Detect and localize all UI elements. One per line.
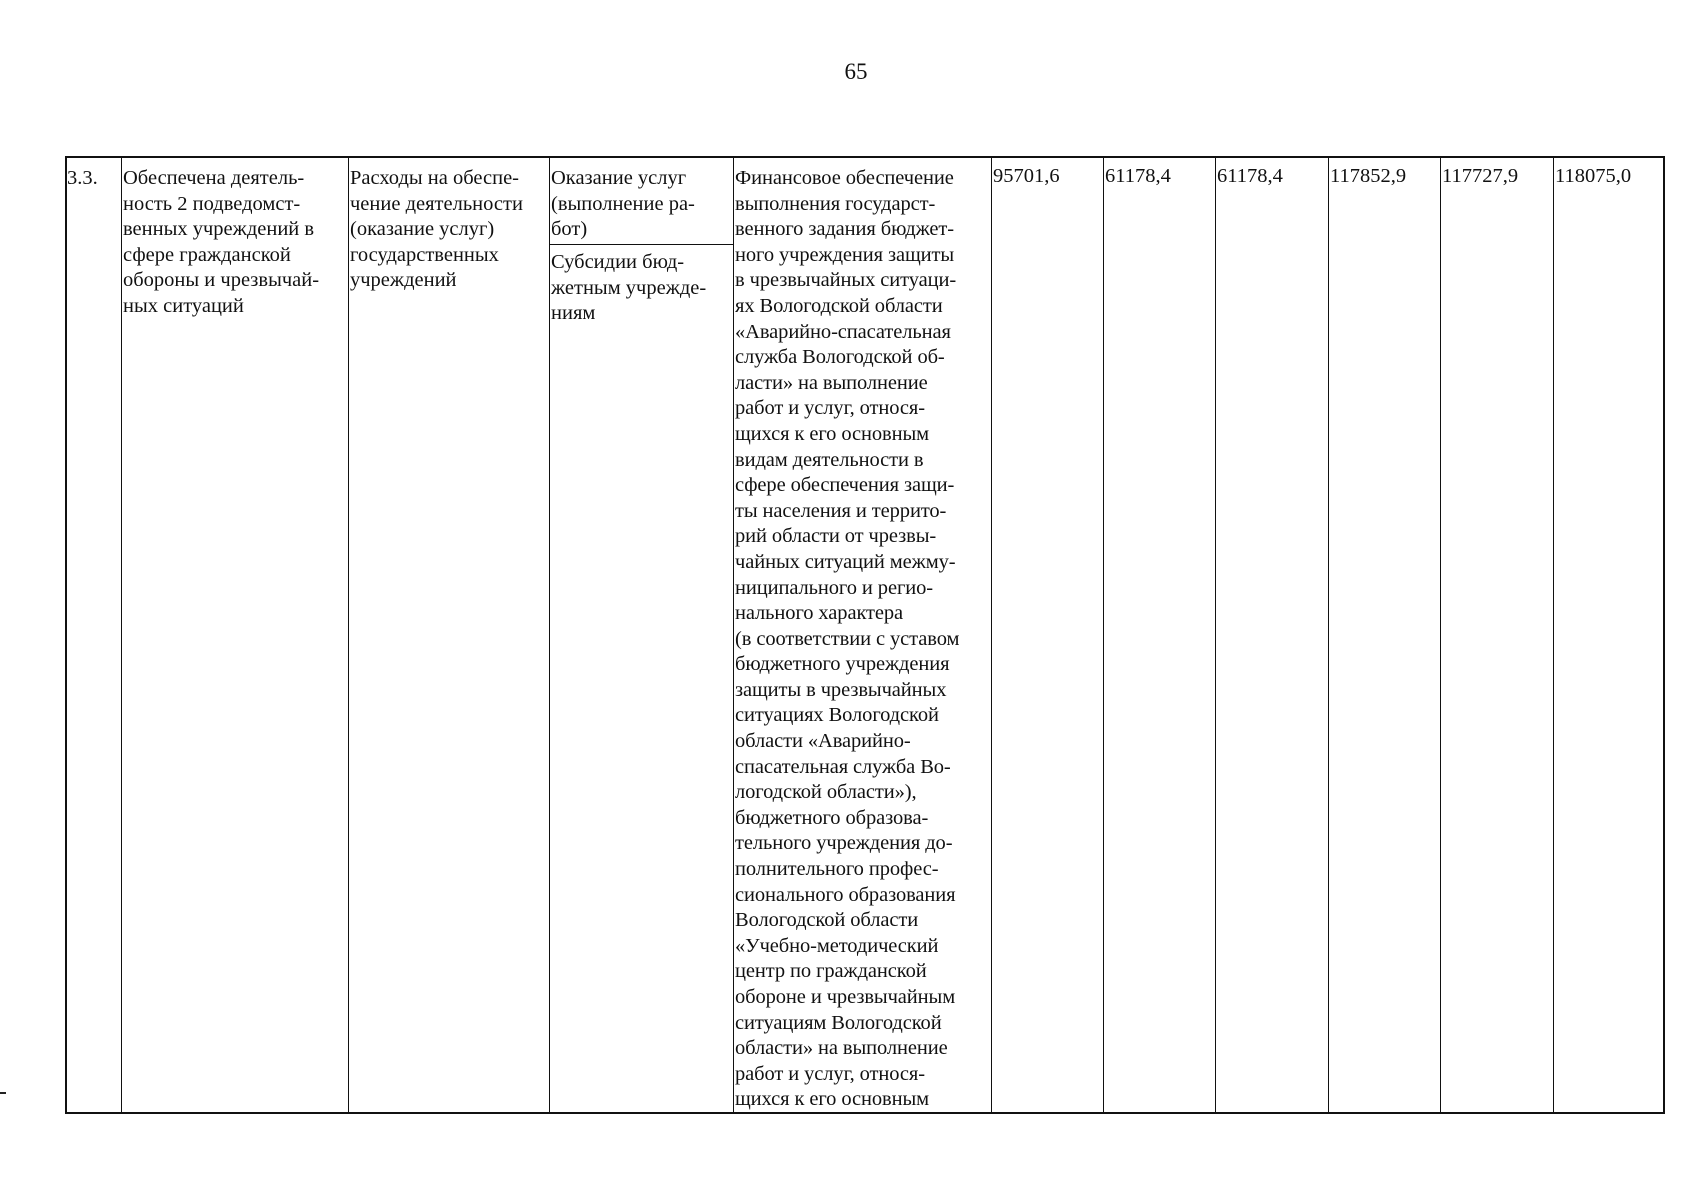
column-divider	[1328, 158, 1329, 1112]
column-divider	[1440, 158, 1441, 1112]
row-number-cell: 3.3.	[67, 167, 98, 189]
subrow-divider	[549, 244, 733, 245]
column-divider	[348, 158, 349, 1112]
service-type-cell: Оказание услуг (выполнение ра- бот)	[551, 167, 695, 241]
value-cell: 118075,0	[1555, 165, 1632, 187]
expense-type-cell: Расходы на обеспе- чение деятельности (оказание услуг) государственных учреждений	[350, 167, 523, 292]
column-divider	[121, 158, 122, 1112]
column-divider	[1215, 158, 1216, 1112]
value-cell: 61178,4	[1217, 165, 1283, 187]
value-cell: 117852,9	[1330, 165, 1407, 187]
column-divider	[1103, 158, 1104, 1112]
column-divider	[549, 158, 550, 1112]
margin-mark	[0, 1092, 6, 1094]
value-cell: 61178,4	[1105, 165, 1171, 187]
value-cell: 117727,9	[1442, 165, 1519, 187]
column-divider	[991, 158, 992, 1112]
column-divider	[733, 158, 734, 1112]
subsidy-type-cell: Субсидии бюд- жетным учрежде- ниям	[551, 251, 707, 325]
budget-table	[65, 156, 1665, 1114]
result-cell: Обеспечена деятель- ность 2 подведомст- венных учреждений в сфере гражданской обороны и чрезвычай- ных ситуаций	[123, 167, 320, 317]
column-divider	[1553, 158, 1554, 1112]
description-cell: Финансовое обеспечение выполнения государст- венного задания бюджет- ного учреждения защиты в чрезвычайных ситуаци- ях Вологодской области «Аварийно-спасательная служба Вологодской об- ласти» на выполнение работ и услуг, относя- щихся к его основным видам деятельности в сфере обеспечения защи- ты населения и террито- рий области от чрезвы- чайных ситуаций межму- ниципального и регио- нального характера (в соответствии с уставом бюджетного учреждения защиты в чрезвычайных ситуациях Вологодской области «Аварийно- спасательная служба Во- логодской области»), бюджетного образова- тельного учреждения до- полнительного профес- сионального образования Вологодской области «Учебно-методический центр по гражданской обороне и чрезвычайным ситуациям Вологодской области» на выполнение работ и услуг, относя- щихся к его основным	[735, 167, 960, 1111]
page-number: 65	[844, 59, 868, 84]
value-cell: 95701,6	[993, 165, 1060, 187]
